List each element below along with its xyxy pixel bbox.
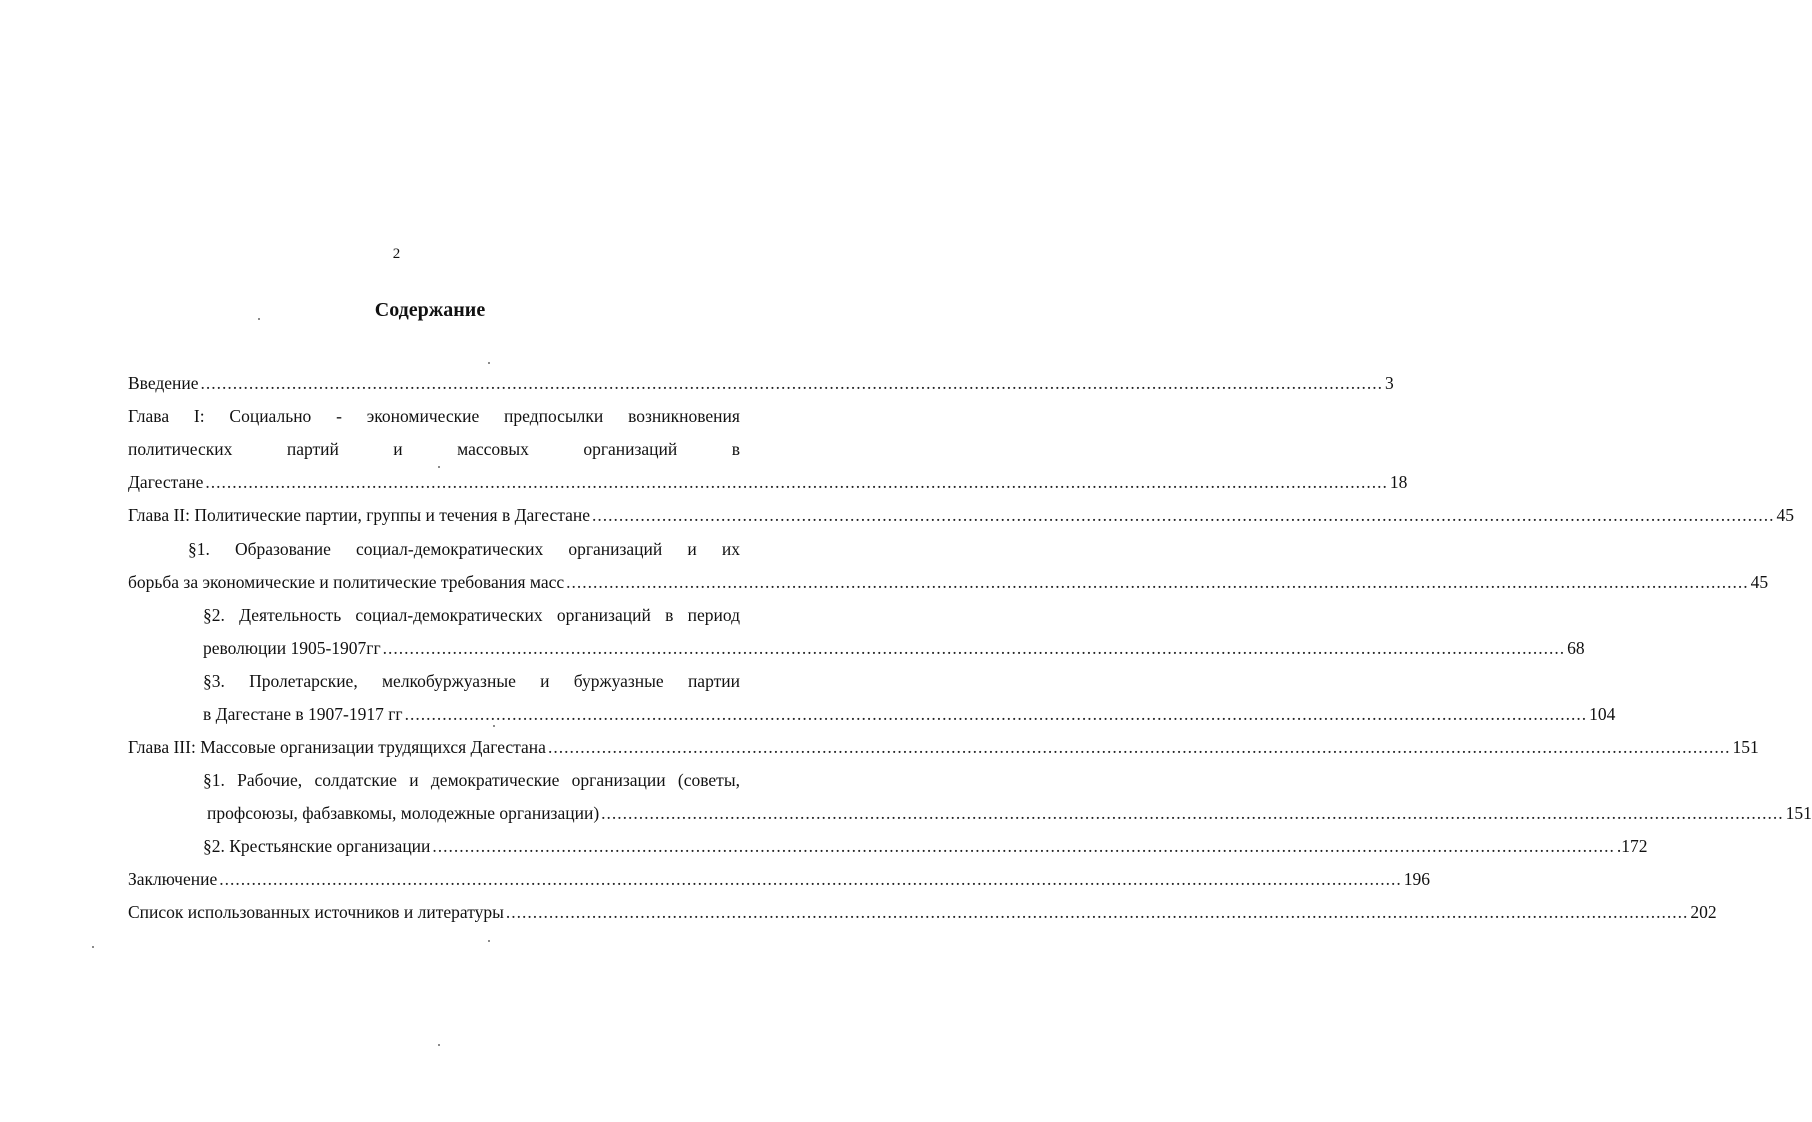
word: - xyxy=(336,406,342,426)
word: I: xyxy=(193,406,205,426)
word: §2. xyxy=(203,605,225,625)
dot-leader: ............................................................................................................................................................................................................................ xyxy=(200,373,1384,393)
toc-entry-ch1-line2 xyxy=(128,436,740,462)
word: организаций xyxy=(568,539,663,559)
toc-entry-page: 151 xyxy=(1785,803,1812,823)
toc-entry-ch3 xyxy=(128,734,1759,760)
toc-entry-page: 104 xyxy=(1589,704,1616,724)
toc-entry-page: 196 xyxy=(1403,869,1430,889)
toc-entry-text: в Дагестане в 1907-1917 гг xyxy=(203,704,403,724)
word: Глава xyxy=(128,406,170,426)
word: §1. xyxy=(188,539,210,559)
word: партии xyxy=(687,671,740,691)
word: солдатские xyxy=(314,770,397,790)
toc-entry-page: 45 xyxy=(1750,572,1769,592)
toc-entry-text: Глава III: Массовые организации трудящихся Дагестана xyxy=(128,737,546,757)
scan-speck xyxy=(488,940,490,942)
toc-entry-page: 3 xyxy=(1385,373,1394,393)
toc-entry-text: революции 1905-1907гг xyxy=(203,638,381,658)
word: социал-демократических xyxy=(355,605,543,625)
dot-leader: ............................................................................................................................................................................................................................ xyxy=(219,869,1402,889)
dot-leader: ............................................................................................................................................................................................................................ xyxy=(505,902,1689,922)
toc-entry-intro xyxy=(128,370,1394,396)
toc-entry-s2-1-line1 xyxy=(188,536,740,562)
word: и xyxy=(409,770,419,790)
word: предпосылки xyxy=(504,406,604,426)
word: §3. xyxy=(203,671,225,691)
page-number: 2 xyxy=(392,246,401,262)
dot-leader: ............................................................................................................................................................................................................................ xyxy=(432,836,1615,856)
toc-entry-text: Список использованных источников и литературы xyxy=(128,902,504,922)
toc-entry-s2-1-line2 xyxy=(128,569,1769,595)
word: партий xyxy=(286,439,339,459)
dot-leader: ............................................................................................................................................................................................................................ xyxy=(601,803,1784,823)
word: и xyxy=(540,671,550,691)
toc-entry-s2-2-line2 xyxy=(203,635,1585,661)
toc-entry-ch1-line3 xyxy=(128,469,1408,495)
toc-entry-page: 68 xyxy=(1567,638,1585,658)
word: организаций xyxy=(583,439,678,459)
scan-speck xyxy=(488,362,490,364)
scan-speck xyxy=(438,1044,440,1046)
dot-leader: ............................................................................................................................................................................................................................ xyxy=(591,505,1775,525)
toc-entry-page: 45 xyxy=(1776,505,1794,525)
toc-entry-s3-1-line2 xyxy=(207,800,1812,826)
toc-entry-ch2 xyxy=(128,502,1794,528)
toc-entry-s3-2 xyxy=(203,833,1648,859)
toc-entry-s3-1-line1 xyxy=(203,767,740,793)
toc-entry-text: борьба за экономические и политические требования масс xyxy=(128,572,565,592)
word: и xyxy=(687,539,697,559)
toc-entry-text: Дагестане xyxy=(128,472,204,492)
toc-entry-page: .172 xyxy=(1616,836,1648,856)
dot-leader: ............................................................................................................................................................................................................................ xyxy=(404,704,1588,724)
scan-speck xyxy=(258,318,260,320)
scan-speck xyxy=(92,946,94,948)
dot-leader: ............................................................................................................................................................................................................................ xyxy=(382,638,1566,658)
toc-entry-page: 18 xyxy=(1389,472,1408,492)
word: политических xyxy=(128,439,233,459)
scan-speck xyxy=(438,466,440,468)
page-title: Содержание xyxy=(374,299,486,321)
word: массовых xyxy=(457,439,529,459)
word: и xyxy=(393,439,403,459)
word: экономические xyxy=(366,406,480,426)
toc-entry-ch1-line1 xyxy=(128,403,740,429)
toc-entry-text: профсоюзы, фабзавкомы, молодежные организации) xyxy=(207,803,600,823)
toc-entry-s2-2-line1 xyxy=(203,602,740,628)
word: мелкобуржуазные xyxy=(381,671,516,691)
word: возникновения xyxy=(628,406,740,426)
toc-entry-conclusion xyxy=(128,866,1430,892)
word: Образование xyxy=(234,539,331,559)
toc-entry-s2-3-line2 xyxy=(203,701,1616,727)
scan-speck xyxy=(493,725,495,727)
toc-entry-text: Заключение xyxy=(128,869,218,889)
word: Деятельность xyxy=(239,605,342,625)
word: организаций xyxy=(556,605,651,625)
word: социал-демократических xyxy=(356,539,544,559)
toc-entry-text: §2. Крестьянские организации xyxy=(203,836,431,856)
word: (советы, xyxy=(677,770,740,790)
toc-entry-text: Глава II: Политические партии, группы и течения в Дагестане xyxy=(128,505,590,525)
toc-entry-sources xyxy=(128,899,1717,925)
word: их xyxy=(721,539,740,559)
word: Пролетарские, xyxy=(249,671,358,691)
word: организации xyxy=(571,770,666,790)
word: период xyxy=(687,605,740,625)
word: в xyxy=(665,605,674,625)
word: в xyxy=(731,439,740,459)
dot-leader: ............................................................................................................................................................................................................................ xyxy=(547,737,1731,757)
word: буржуазные xyxy=(573,671,664,691)
dot-leader: ............................................................................................................................................................................................................................ xyxy=(566,572,1749,592)
word: Рабочие, xyxy=(237,770,303,790)
toc-entry-s2-3-line1 xyxy=(203,668,740,694)
word: §1. xyxy=(203,770,225,790)
toc-entry-page: 151 xyxy=(1732,737,1759,757)
toc-entry-text: Введение xyxy=(128,373,199,393)
word: демократические xyxy=(430,770,560,790)
dot-leader: ............................................................................................................................................................................................................................ xyxy=(205,472,1388,492)
word: Социально xyxy=(229,406,312,426)
toc-entry-page: 202 xyxy=(1690,902,1717,922)
